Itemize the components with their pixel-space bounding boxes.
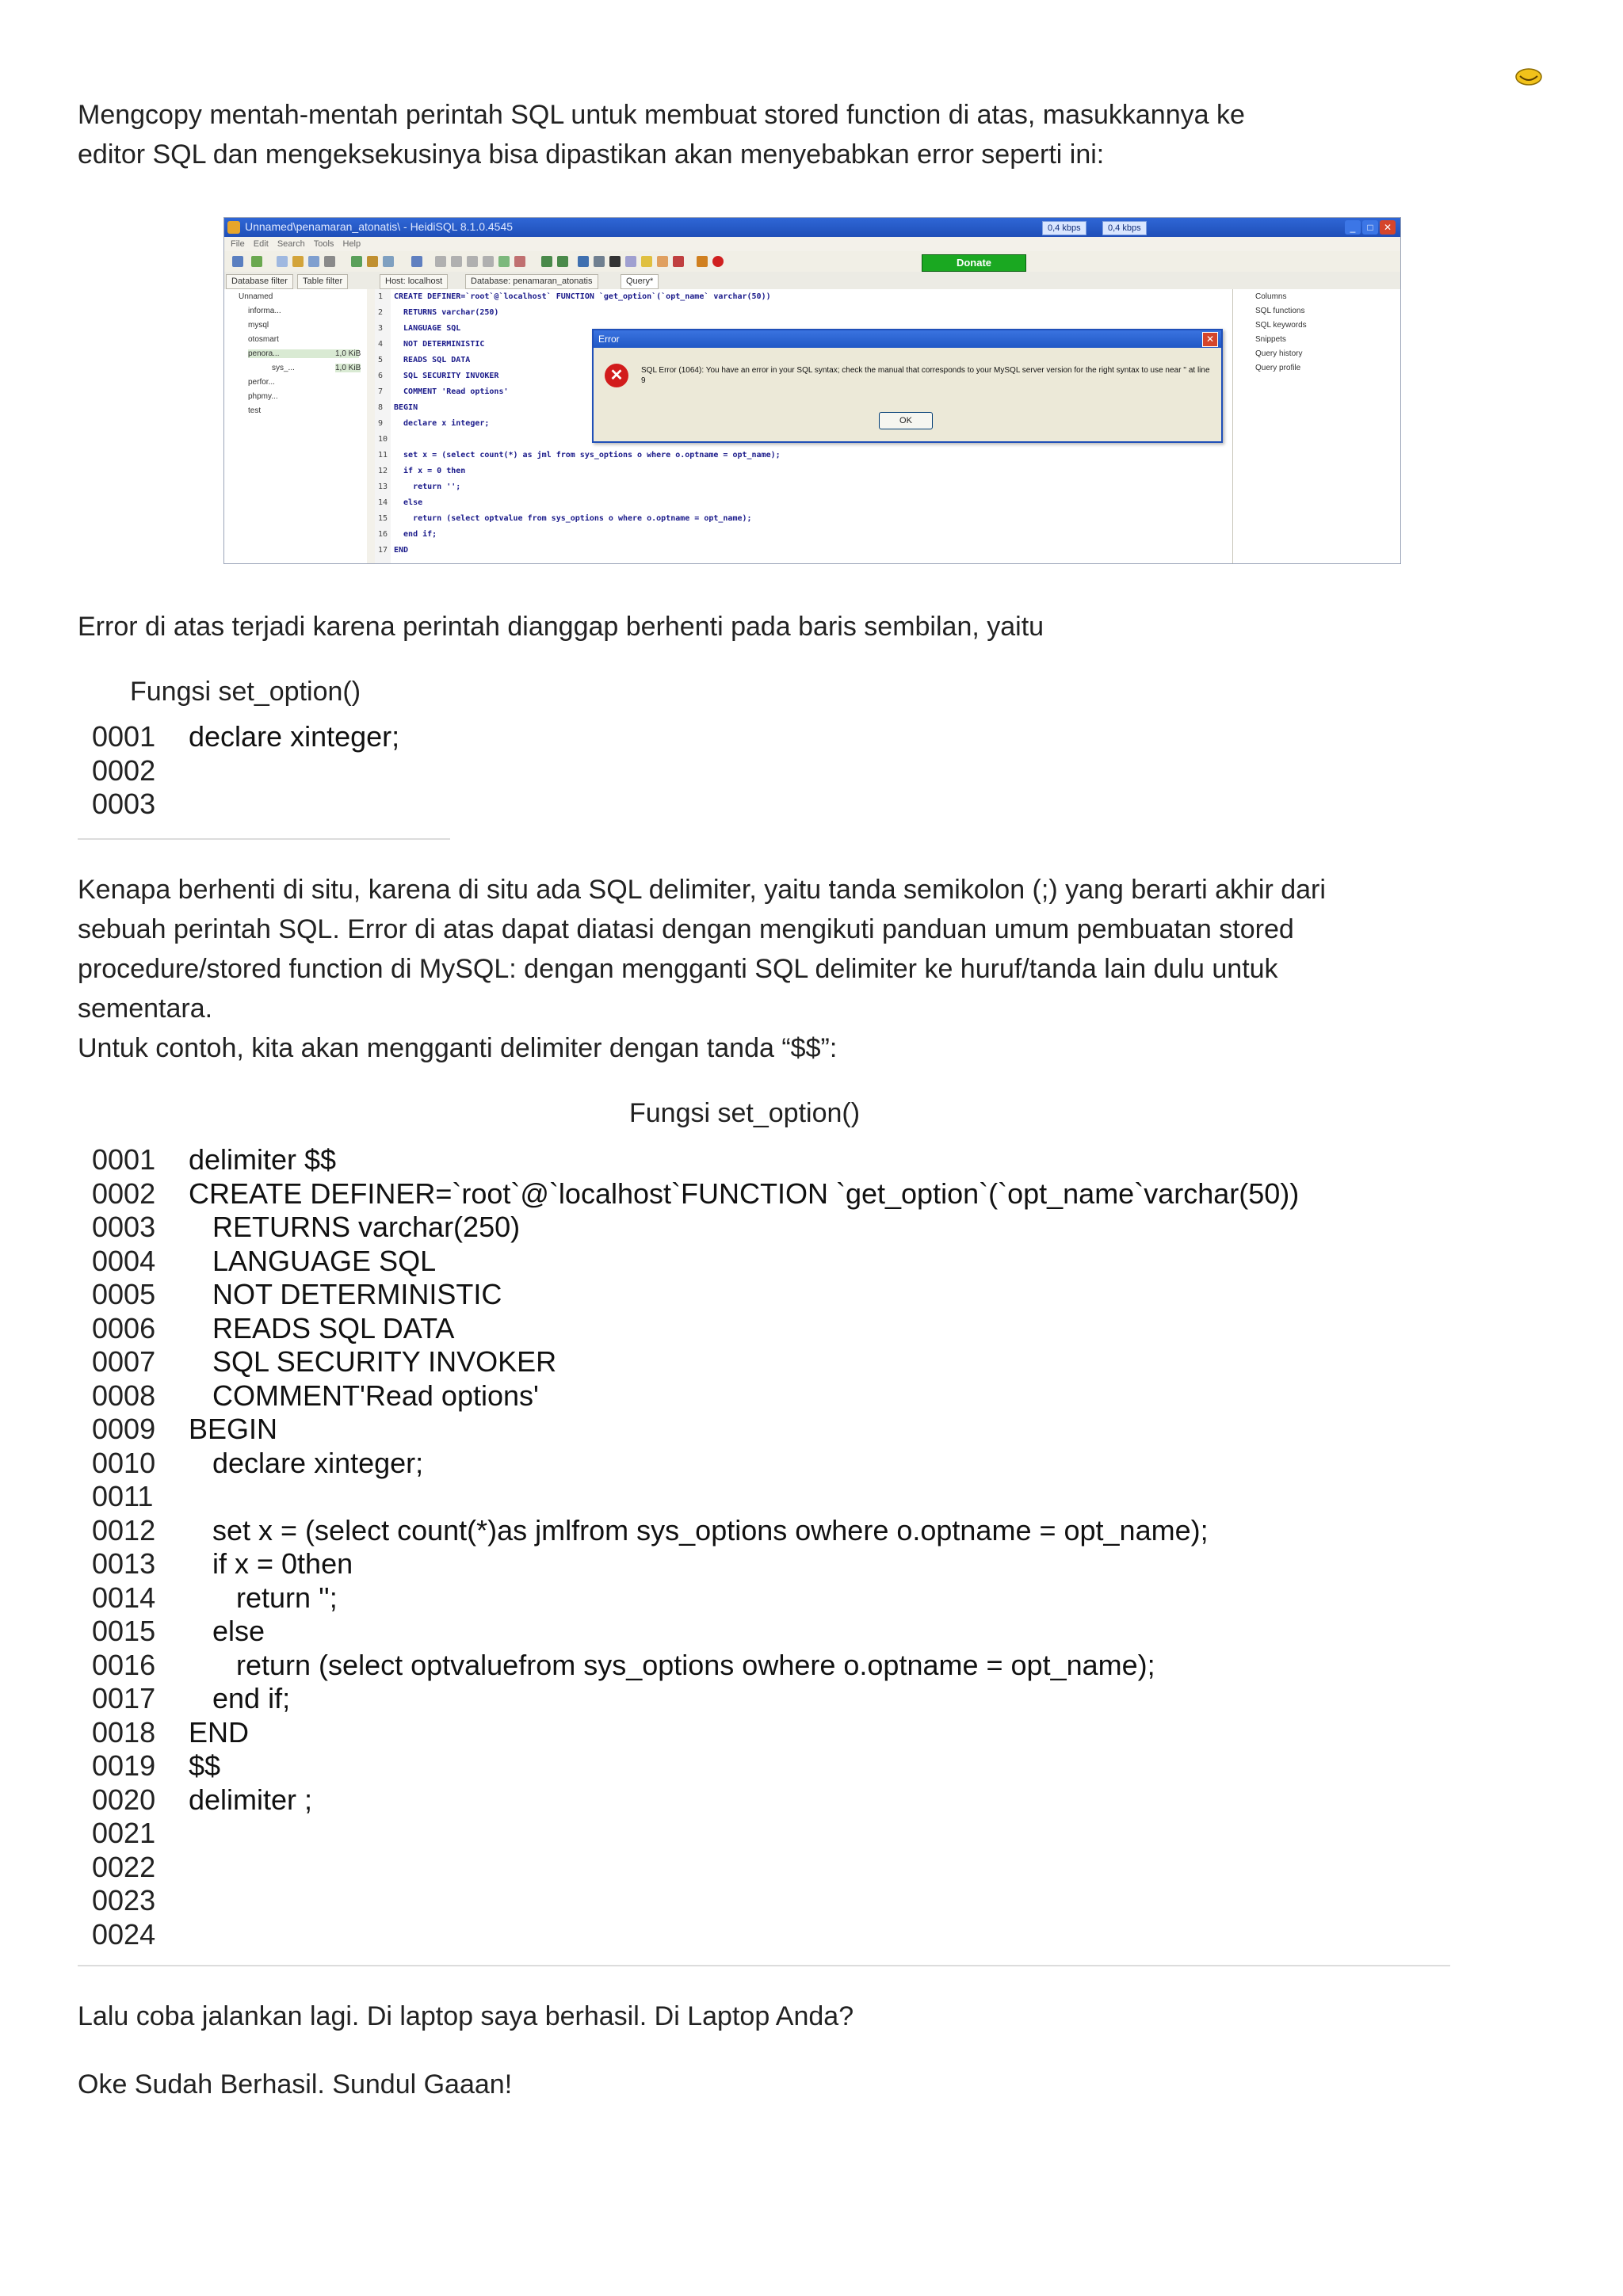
error-dialog-title: Error: [594, 330, 1221, 348]
new-icon[interactable]: [351, 256, 362, 267]
line-number: 0008: [92, 1379, 156, 1412]
line-code: NOT DETERMINISTIC: [189, 1278, 502, 1310]
line-code: if x = 0then: [189, 1547, 353, 1580]
line-number: 0019: [92, 1749, 156, 1782]
heidisql-error-screenshot: [223, 217, 1401, 564]
line-code: SQL SECURITY INVOKER: [189, 1345, 557, 1378]
line-number: 0006: [92, 1311, 156, 1344]
line-number: 0002: [92, 1177, 156, 1210]
close-icon[interactable]: ✕: [1380, 220, 1396, 235]
database-tree: [224, 289, 368, 563]
format-icon[interactable]: [625, 256, 636, 267]
line-code: set x = (select count(*)as jmlfrom sys_options owhere o.optname = opt_name);: [189, 1513, 1209, 1547]
run-selection-icon[interactable]: [557, 256, 568, 267]
editor-line-number: 5: [378, 356, 384, 364]
line-number: 0024: [92, 1917, 156, 1951]
line-code: BEGIN: [189, 1413, 278, 1445]
line-code: delimiter ;: [189, 1783, 313, 1816]
speed-out: 0,4 kbps: [1102, 221, 1147, 235]
helper-item[interactable]: SQL functions: [1255, 307, 1305, 315]
line-number: 0003: [92, 1211, 156, 1243]
line-number: 0007: [92, 1345, 156, 1378]
line-number: 0013: [92, 1547, 156, 1580]
tree-size: 1,0 KiB: [335, 364, 361, 372]
line-code: declare xinteger;: [189, 720, 400, 753]
error-icon: ✕: [605, 364, 628, 387]
editor-code-line: END: [394, 546, 409, 555]
run-icon[interactable]: [541, 256, 552, 267]
editor-line-number: 9: [378, 419, 384, 428]
editor-line-number: 8: [378, 403, 384, 412]
divider: [78, 1965, 1450, 1966]
refresh-icon[interactable]: [251, 256, 262, 267]
tab-query[interactable]: Query*: [621, 274, 659, 289]
last-icon[interactable]: [483, 256, 494, 267]
line-code: return '';: [189, 1581, 338, 1614]
line-gutter: [375, 289, 391, 563]
editor-line-number: 1: [378, 292, 384, 301]
line-number: 0020: [92, 1783, 156, 1816]
explain-line-1: Kenapa berhenti di situ, karena di situ ada SQL delimiter, yaitu tanda semikolon (;) yang berarti akhir dari: [78, 875, 1326, 905]
helper-item[interactable]: SQL keywords: [1255, 321, 1307, 330]
line-number: 0009: [92, 1413, 156, 1445]
editor-line-number: 12: [378, 467, 388, 475]
line-code: RETURNS varchar(250): [189, 1211, 521, 1243]
editor-code-line: NOT DETERMINISTIC: [394, 340, 485, 349]
stop-icon[interactable]: [673, 256, 684, 267]
editor-line-number: 15: [378, 514, 388, 523]
line-code: CREATE DEFINER=`root`@`localhost`FUNCTION `get_option`(`opt_name`varchar(50)): [189, 1177, 1300, 1210]
window-title: Unnamed\penamaran_atonatis\ - HeidiSQL 8.1.0.4545: [245, 220, 514, 233]
toolbar: [224, 251, 1400, 273]
line-number: 0010: [92, 1446, 156, 1479]
line-number: 0003: [92, 788, 156, 820]
editor-line-number: 3: [378, 324, 384, 333]
ok-button[interactable]: OK: [879, 412, 933, 429]
open-icon[interactable]: [594, 256, 605, 267]
error-dialog: [592, 329, 1223, 443]
line-code: return (select optvaluefrom sys_options owhere o.optname = opt_name);: [189, 1648, 1155, 1681]
tab-table-filter[interactable]: Table filter: [297, 274, 348, 289]
speed-in: 0,4 kbps: [1042, 221, 1086, 235]
paste-icon[interactable]: [292, 256, 304, 267]
print-icon[interactable]: [324, 256, 335, 267]
tree-item[interactable]: phpmy...: [248, 392, 278, 401]
prev-icon[interactable]: [451, 256, 462, 267]
menu-help[interactable]: Help: [342, 239, 361, 249]
explain-line-5: Untuk contoh, kita akan mengganti delimiter dengan tanda “$$”:: [78, 1033, 838, 1063]
line-code: declare xinteger;: [189, 1446, 424, 1479]
tab-database-filter[interactable]: Database filter: [226, 274, 293, 289]
tab-database[interactable]: Database: penamaran_atonatis: [465, 274, 598, 289]
editor-line-number: 16: [378, 530, 388, 539]
smiley-emoji-icon: [1514, 67, 1544, 87]
explain-line-2: sebuah perintah SQL. Error di atas dapat diatasi dengan mengikuti panduan umum pembuatan stored: [78, 914, 1294, 944]
line-number: 0012: [92, 1513, 156, 1547]
info-icon[interactable]: [697, 256, 708, 267]
next-icon[interactable]: [467, 256, 478, 267]
tree-item[interactable]: otosmart: [248, 335, 279, 344]
line-code: COMMENT'Read options': [189, 1379, 539, 1412]
editor-line-number: 14: [378, 498, 388, 507]
editor-code-line: LANGUAGE SQL: [394, 324, 461, 333]
editor-line-number: 4: [378, 340, 384, 349]
closing-line-1: Lalu coba jalankan lagi. Di laptop saya berhasil. Di Laptop Anda?: [78, 2001, 854, 2031]
tree-item[interactable]: informa...: [248, 307, 281, 315]
tree-item[interactable]: Unnamed: [239, 292, 273, 301]
helper-panel: [1232, 289, 1400, 563]
tree-item[interactable]: perfor...: [248, 378, 275, 387]
error-message: SQL Error (1064): You have an error in your SQL syntax; check the manual that corresponds to your MySQL server version for the right syntax to use near '' at line 9: [641, 366, 1210, 385]
line-code: end if;: [189, 1682, 291, 1714]
helper-item[interactable]: Columns: [1255, 292, 1287, 301]
line-number: 0015: [92, 1615, 156, 1647]
line-code: delimiter $$: [189, 1143, 337, 1176]
editor-line-number: 10: [378, 435, 388, 444]
line-number: 0002: [92, 753, 156, 787]
dialog-close-icon[interactable]: ✕: [1202, 332, 1218, 347]
editor-line-number: 17: [378, 546, 388, 555]
line-number: 0001: [92, 1143, 156, 1176]
maximize-icon[interactable]: □: [1362, 220, 1378, 235]
helper-item[interactable]: Query history: [1255, 349, 1303, 358]
tab-bar: [224, 272, 1400, 290]
exit-icon[interactable]: [712, 256, 724, 267]
tree-item[interactable]: mysql: [248, 321, 269, 330]
line-number: 0017: [92, 1682, 156, 1714]
line-code: else: [189, 1615, 265, 1647]
edit-icon[interactable]: [367, 256, 378, 267]
line-number: 0014: [92, 1581, 156, 1614]
line-number: 0004: [92, 1244, 156, 1277]
editor-code-line: RETURNS varchar(250): [394, 308, 499, 317]
line-number: 0018: [92, 1715, 156, 1749]
editor-code-line: else: [394, 498, 423, 507]
line-code: $$: [189, 1749, 221, 1782]
para-error: Error di atas terjadi karena perintah dianggap berhenti pada baris sembilan, yaitu: [78, 612, 1044, 642]
block2-title: Fungsi set_option(): [629, 1098, 861, 1128]
menu-edit[interactable]: Edit: [253, 239, 269, 249]
explain-line-4: sementara.: [78, 994, 213, 1024]
splitter[interactable]: [367, 289, 375, 563]
line-number: 0005: [92, 1278, 156, 1310]
editor-line-number: 7: [378, 387, 384, 396]
tree-item[interactable]: penora...: [248, 349, 359, 358]
editor-line-number: 13: [378, 482, 388, 491]
menu-tools[interactable]: Tools: [313, 239, 334, 249]
line-number: 0011: [92, 1480, 154, 1512]
table-icon[interactable]: [383, 256, 394, 267]
editor-line-number: 6: [378, 372, 384, 380]
search-icon[interactable]: [411, 256, 422, 267]
cancel-icon[interactable]: [514, 256, 525, 267]
tree-size: 1,0 KiB: [335, 349, 361, 358]
editor-line-number: 11: [378, 451, 388, 460]
tree-item[interactable]: sys_...: [272, 364, 295, 372]
helper-item[interactable]: Query profile: [1255, 364, 1301, 372]
intro-line-1: Mengcopy mentah-mentah perintah SQL untuk membuat stored function di atas, masukkannya ke: [78, 100, 1245, 130]
editor-code-line: if x = 0 then: [394, 467, 466, 475]
editor-code-line: COMMENT 'Read options': [394, 387, 509, 396]
editor-code-line: READS SQL DATA: [394, 356, 471, 364]
line-number: 0016: [92, 1648, 156, 1681]
editor-code-line: BEGIN: [394, 403, 418, 412]
editor-code-line: SQL SECURITY INVOKER: [394, 372, 499, 380]
copy-icon[interactable]: [277, 256, 288, 267]
app-icon: [227, 221, 240, 234]
editor-code-line: CREATE DEFINER=`root`@`localhost` FUNCTION `get_option`(`opt_name` varchar(50)): [394, 292, 771, 301]
editor-code-line: set x = (select count(*) as jml from sys_options o where o.optname = opt_name);: [394, 451, 781, 460]
line-number: 0001: [92, 720, 156, 753]
connect-icon[interactable]: [232, 256, 243, 267]
line-code: LANGUAGE SQL: [189, 1244, 437, 1277]
line-number: 0023: [92, 1884, 156, 1917]
menu-file[interactable]: File: [231, 239, 245, 249]
line-number: 0022: [92, 1850, 156, 1883]
tree-item[interactable]: test: [248, 406, 262, 415]
line-number: 0021: [92, 1817, 156, 1849]
line-code: READS SQL DATA: [189, 1311, 455, 1344]
intro-line-2: editor SQL dan mengeksekusinya bisa dipastikan akan menyebabkan error seperti ini:: [78, 139, 1105, 170]
donate-button[interactable]: Donate: [922, 254, 1026, 272]
highlight-icon[interactable]: [641, 256, 652, 267]
tab-host[interactable]: Host: localhost: [380, 274, 448, 289]
save-icon[interactable]: [578, 256, 589, 267]
help-icon[interactable]: [657, 256, 668, 267]
editor-line-number: 2: [378, 308, 384, 317]
editor-code-line: return (select optvalue from sys_options o where o.optname = opt_name);: [394, 514, 752, 523]
print-query-icon[interactable]: [609, 256, 621, 267]
minimize-icon[interactable]: _: [1345, 220, 1361, 235]
editor-code-line: end if;: [394, 530, 437, 539]
undo-icon[interactable]: [308, 256, 319, 267]
post-icon[interactable]: [498, 256, 510, 267]
line-code: END: [189, 1715, 250, 1749]
explain-line-3: procedure/stored function di MySQL: dengan mengganti SQL delimiter ke huruf/tanda lain dulu untuk: [78, 954, 1278, 984]
editor-code-line: declare x integer;: [394, 419, 490, 428]
block1-title: Fungsi set_option(): [130, 677, 361, 707]
helper-item[interactable]: Snippets: [1255, 335, 1286, 344]
editor-code-line: return '';: [394, 482, 461, 491]
closing-line-2: Oke Sudah Berhasil. Sundul Gaaan!: [78, 2069, 513, 2100]
window-title-bar: [224, 218, 1400, 237]
menu-bar: [224, 237, 1400, 251]
first-icon[interactable]: [435, 256, 446, 267]
menu-search[interactable]: Search: [277, 239, 305, 249]
divider: [78, 838, 450, 840]
